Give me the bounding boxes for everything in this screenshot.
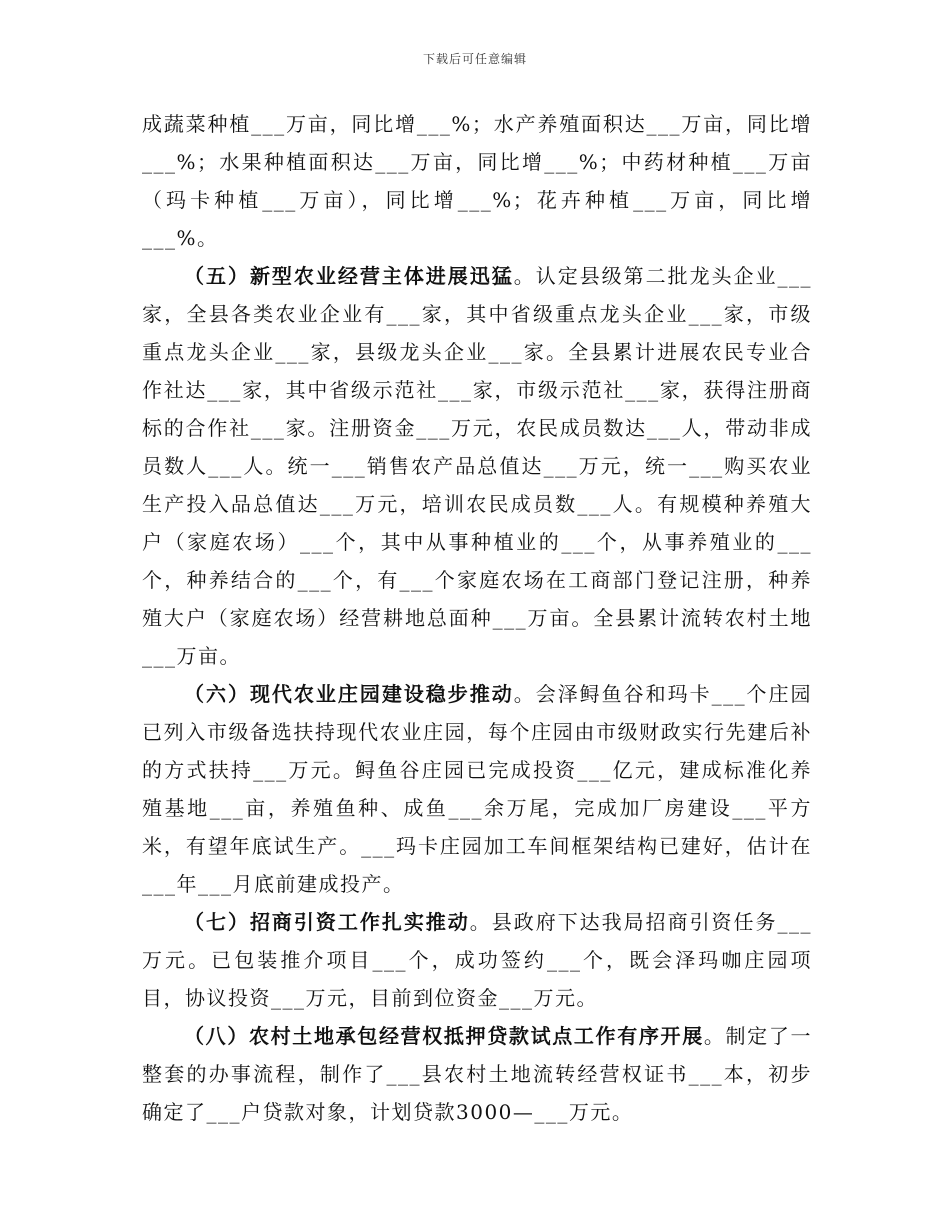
header-note: 下载后可任意编辑 [422,52,527,66]
paragraph-text: 。县政府下达我局招商引资任务___万元。已包装推介项目___个，成功签约___个，既会泽玛咖庄园项目，协议投资___万元，目前到位资金___万元。 [142,910,813,1010]
section-heading: （八）农村土地承包经营权抵押贷款试点工作有序开展 [184,1024,704,1048]
paragraph-section-8 [142,1017,812,1131]
document-body [142,105,812,1131]
paragraph-continuation [142,105,812,257]
paragraph-section-6 [142,675,812,903]
section-heading: （五）新型农业经营主体进展迅猛 [184,264,514,288]
paragraph-text: 。制定了一整套的办事流程，制作了___县农村土地流转经营权证书___本，初步确定了___户贷款对象，计划贷款3000—___万元。 [142,1024,813,1124]
section-heading: （七）招商引资工作扎实推动 [184,910,470,934]
section-heading: （六）现代农业庄园建设稳步推动 [184,682,514,706]
paragraph-section-5 [142,257,812,675]
paragraph-text: 。会泽鲟鱼谷和玛卡___个庄园已列入市级备选扶持现代农业庄园，每个庄园由市级财政实行先建后补的方式扶持___万元。鲟鱼谷庄园已完成投资___亿元，建成标准化养殖基地___亩，养殖鱼种、成鱼___余万尾，完成加厂房建设___平方米，有望年底试生产。___玛卡庄园加工车间框架结构已建好，估计在___年___月底前建成投产。 [142,682,813,896]
paragraph-section-7 [142,903,812,1017]
paragraph-text: 。认定县级第二批龙头企业___家，全县各类农业企业有___家，其中省级重点龙头企业___家，市级重点龙头企业___家，县级龙头企业___家。全县累计进展农民专业合作社达___家，其中省级示范社___家，市级示范社___家，获得注册商标的合作社___家。注册资金___万元，农民成员数达___人，带动非成员数人___人。统一___销售农产品总值达___万元，统一___购买农业生产投入品总值达___万元，培训农民成员数___人。有规模种养殖大户（家庭农场）___个，其中从事种植业的___个，从事养殖业的___个，种养结合的___个，有___个家庭农场在工商部门登记注册，种养殖大户（家庭农场）经营耕地总面种___万亩。全县累计流转农村土地___万亩。 [142,264,813,668]
paragraph-text: 成蔬菜种植___万亩，同比增___%；水产养殖面积达___万亩，同比增___%；水果种植面积达___万亩，同比增___%；中药材种植___万亩（玛卡种植___万亩），同比增___%；花卉种植___万亩，同比增___%。 [142,112,812,250]
